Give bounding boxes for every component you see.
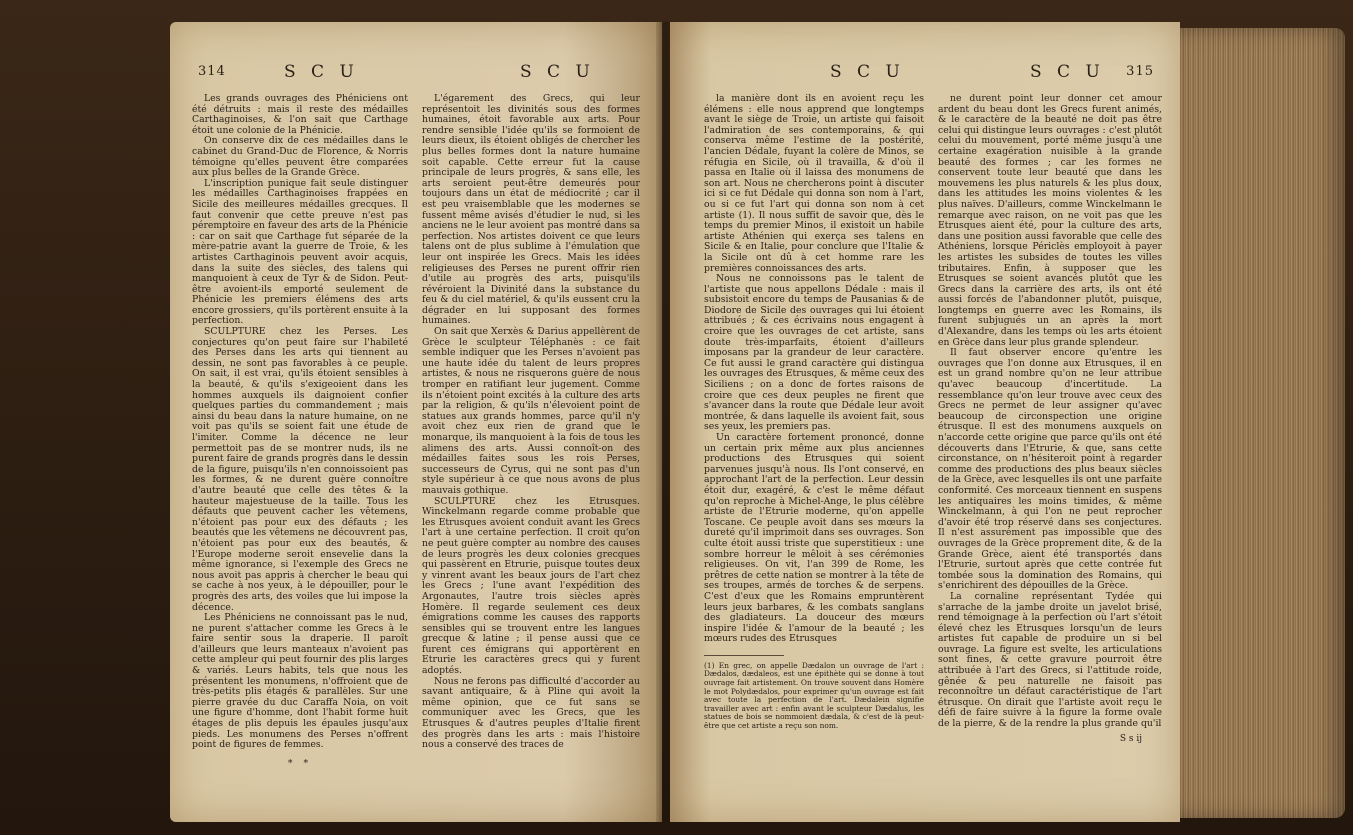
right-column-2 [938,94,1162,744]
paragraph: On sait que Xerxès & Darius appellèrent de Grèce le sculpteur Téléphanès : ce fait semble indiquer que les Perses n'avoient pas une haute idée du talent de leurs propres artistes, & nous ne risquerons guère de nous tromper en ratifiant leur jugement. Comme ils n'étoient point excités à la culture des arts par la religion, & qu'ils n'élevoient point de statues aux grands hommes, parce qu'il n'y avoit chez eux rien de grand que le monarque, ils manquoient à la fois de tous les alimens des arts. Aussi connoît-on des médailles faites sous les rois Perses, successeurs de Cyrus, qui ne sont pas d'un style supérieur à ce que nous avons de plus mauvais gothique. [422,326,640,496]
book-page-edges [1180,28,1345,818]
right-running-title-2: S C U [1030,62,1105,82]
left-running-title: S C U [284,62,359,82]
right-running-head [690,62,1160,90]
right-column-1 [704,94,924,731]
paragraph: SCULPTURE chez les Perses. Les conjectures qu'on peut faire sur l'habileté des Perses dans les arts qui tiennent au dessin, ne sont pas favorables à ce peuple. On sait, il est vrai, qu'ils étoient sensibles à la beauté, & qu'ils s'exigeoient dans les hommes auxquels ils daignoient confier quelques parties du commandement ; mais ainsi du beau dans la nature humaine, on ne voit pas qu'ils se soient fait une étude de l'imiter. Comme la décence ne leur permettoit pas de se montrer nuds, ils ne purent faire de grands progrès dans le dessin de la figure, puisqu'ils n'en connoissoient pas les formes, & ne durent guère connoître d'autre beauté que celle des têtes & la hauteur majestueuse de la taille. Tous les défauts que peuvent cacher les vêtemens, n'étoient pas pour eux des défauts ; les beautés que les vêtemens ne découvrent pas, n'étoient pas pour eux des beautés, & l'Europe moderne seroit ensevelie dans la même ignorance, si l'exemple des Grecs ne nous avoit pas appris à chercher le beau qui se cache à nos yeux, à le dépouiller, pour le progrès des arts, des voiles que lui impose la décence. [192,326,408,613]
footnote: (1) En grec, on appelle Dædalon un ouvrage de l'art : Dædalos, dædaleos, est une épithète qui se donne à tout ouvrage fait artistement. On trouve souvent dans Homère le mot Polydædalos, pour exprimer qu'un ouvrage est fait avec toute la perfection de l'art. Dædalein signifie travailler avec art : enfin avant le sculpteur Dædalus, les statues de bois se nommoient dædala, & c'est de là peut-être que cet artiste a reçu son nom. [704,660,924,731]
right-page-number: 315 [1126,64,1154,79]
left-page [170,22,662,822]
paragraph: Un caractère fortement prononcé, donne un certain prix même aux plus anciennes productions des Etrusques qui soient parvenues jusqu'à nous. Ils l'ont conservé, en approchant l'art de la perfection. Leur dessin étoit dur, exagéré, & c'est le même défaut qu'on reproche à Michel-Ange, le plus célèbre artiste de l'Etrurie moderne, qu'on appelle Toscane. Ce peuple avoit dans ses mœurs la dureté qu'il imprimoit dans ses ouvrages. Son culte étoit aussi triste que superstitieux : une sombre horreur le mêloit à ses cérémonies religieuses. On vit, l'an 399 de Rome, les prêtres de cette nation se montrer à la tête de ses troupes, armés de torches & de serpens. C'est d'eux que les Romains empruntèrent leurs jeux barbares, & les combats sanglans des gladiateurs. La douceur des mœurs inspire l'idée & l'amour de la beauté ; les mœurs rudes des Etrusques [704,432,924,645]
paragraph: On conserve dix de ces médailles dans le cabinet du Grand-Duc de Florence, & Norris témoigne qu'elles peuvent être comparées aux plus belles de la Grande Grèce. [192,135,408,179]
right-running-title: S C U [830,62,905,82]
left-page-number: 314 [198,64,226,79]
left-column-2 [422,94,640,751]
paragraph: la manière dont ils en avoient reçu les élémens : elle nous apprend que longtemps avant le siège de Troie, un artiste qui faisoit l'admiration de ses contemporains, & qui conserva même l'estime de la postérité, l'ancien Dédale, fuyant la colère de Minos, se réfugia en Sicile, où il travailla, & d'où il passa en Italie où il laissa des monumens de son art. Nous ne chercherons point à discuter ici si ce fut Dédale qui donna son nom à l'art, ou si ce fut l'art qui donna son nom à cet artiste (1). Il nous suffit de savoir que, dès le temps du premier Minos, il existoit un habile artiste Athénien qui exerça ses talens en Sicile & en Italie, pour conclure que l'Italie & la Sicile ont dû à cet homme rare les premières connoissances des arts. [704,93,924,274]
section-ornament: * * [287,757,313,769]
paragraph: Les grands ouvrages des Phéniciens ont été détruits : mais il reste des médailles Carthaginoises, & l'on sait que Carthage étoit une colonie de la Phénicie. [192,93,408,136]
paragraph: L'égarement des Grecs, qui leur représentoit les divinités sous des formes humaines, étoit favorable aux arts. Pour rendre sensible l'idée qu'ils se formoient de leurs dieux, ils étoient obligés de chercher les plus belles formes dont la nature humaine soit capable. Cette erreur fut la cause principale de leurs progrès, & sans elle, les arts seroient peut-être demeurés pour toujours dans un état de médiocrité ; car il est peu vraisemblable que les modernes se fussent même avisés d'étudier le nud, si les anciens ne le leur avoient pas montré dans sa perfection. Nos artistes doivent ce que leurs talens ont de plus sublime à l'émulation que leur ont inspirée les Grecs. Mais les idées religieuses des Perses ne purent offrir rien d'utile au progrès des arts, puisqu'ils révéroient la Divinité dans la substance du feu & du ciel matériel, & qu'ils eussent cru la dégrader en lui supposant des formes humaines. [422,93,640,327]
footnote-rule [704,655,784,656]
paragraph: ne durent point leur donner cet amour ardent du beau dont les Grecs furent animés, & le caractère de la beauté ne doit pas être celui qui distingue leurs ouvrages : c'est plutôt celui du mouvement, porté même jusqu'à une certaine exagération nuisible à la grande beauté des formes ; car les formes ne conservent toute leur beauté que dans les mouvemens les plus naturels & les plus doux, dans les attitudes les moins violentes & les plus naïves. D'ailleurs, comme Winckelmann le remarque avec raison, on ne voit pas que les Etrusques aient été, pour la culture des arts, dans une position aussi favorable que celle des Athéniens, lorsque Périclès employoit à payer les artistes les subsides de toutes les villes tributaires. Enfin, à supposer que les Etrusques se soient avancés plutôt que les Grecs dans la carrière des arts, ils ont été aussi forcés de l'abandonner plutôt, puisque, longtemps en guerre avec les Romains, ils furent subjugués un an après la mort d'Alexandre, dans les temps où les arts étoient en Grèce dans leur plus grande splendeur. [938,93,1162,348]
paragraph: L'inscription punique fait seule distinguer les médailles Carthaginoises frappées en Sicile des meilleures médailles grecques. Il faut convenir que cette preuve n'est pas péremptoire en faveur des arts de la Phénicie : car on sait que Carthage fut séparée de la mère-patrie avant la guerre de Troie, & les artistes Carthaginois peuvent avoir acquis, dans la suite des siècles, des talens qui manquoient à ceux de Tyr & de Sidon. Peut-être avoient-ils emporté seulement de Phénicie les premiers élémens des arts encore grossiers, qu'ils portèrent ensuite à la perfection. [192,177,408,327]
paragraph: La cornaline représentant Tydée qui s'arrache de la jambe droite un javelot brisé, rend témoignage à la perfection où l'art s'étoit élevé chez les Etrusques lorsqu'un de leurs artistes fut capable de produire un si bel ouvrage. La figure est svelte, les articulations sont fines, & cette gravure pourroit être attribuée à l'art des Grecs, si l'attitude roide, gênée & peu naturelle ne faisoit pas reconnoître un défaut caractéristique de l'art étrusque. On dirait que l'artiste avoit reçu le défi de faire suivre à la figure la forme ovale de la pierre, & de la rendre la plus grande qu'il [938,590,1162,730]
paragraph: Il faut observer encore qu'entre les ouvrages que l'on donne aux Etrusques, il en est un grand nombre qu'on ne leur attribue qu'avec beaucoup d'incertitude. La ressemblance qu'on leur trouve avec ceux des Grecs ne permet de leur assigner qu'avec beaucoup de circonspection une origine étrusque. Il est des monumens auxquels on n'accorde cette origine que parce qu'ils ont été découverts dans l'Etrurie, & que, sans cette circonstance, on n'hésiteroit point à regarder comme des productions des plus beaux siècles de la Grèce, avec lesquelles ils ont une parfaite conformité. Ces morceaux tiennent en suspens les antiquaires les moins timides, & même Winckelmann, à qui l'on ne peut reprocher d'avoir été trop réservé dans ses conjectures. Il n'est assurément pas impossible que des ouvrages de la Grèce proprement dite, & de la Grande Grèce, aient été transportés dans l'Etrurie, surtout après que cette contrée fut tombée sous la domination des Romains, qui s'enrichirent des dépouilles de la Grèce. [938,347,1162,592]
left-running-head [190,62,642,90]
paragraph: Nous ne connoissons pas le talent de l'artiste que nous appellons Dédale : mais il subsistoit encore du temps de Pausanias & de Diodore de Sicile des ouvrages qui lui étoient attribués ; & ces écrivains nous engagent à croire que les ouvrages de cet artiste, sans doute très-imparfaits, étoient d'ailleurs imposans par la grandeur de leur caractère. Ce fut aussi le grand caractère qui distingua les ouvrages des Etrusques, & même ceux des Siciliens ; on a donc de fortes raisons de croire que ces deux peuples ne firent que s'avancer dans la route que Dédale leur avoit montrée, & dans laquelle ils avoient fait, sous ses yeux, les premiers pas. [704,273,924,433]
paragraph: SCULPTURE chez les Etrusques. Winckelmann regarde comme probable que les Etrusques avoient conduit avant les Grecs l'art à une certaine perfection. Il croit qu'on ne peut guère compter au nombre des causes de leurs progrès les deux colonies grecques qui passèrent en Etrurie, puisque toutes deux y vinrent avant les beaux jours de l'art chez les Grecs ; l'une avant l'expédition des Argonautes, l'autre trois siècles après Homère. Il regarde seulement ces deux émigrations comme les causes des rapports sensibles qui se trouvent entre les langues grecque & latine ; il pense aussi que ce furent ces émigrans qui apportèrent en Etrurie les caractères grecs qui y furent adoptés. [422,495,640,677]
paragraph: Les Phéniciens ne connoissant pas le nud, ne purent s'attacher comme les Grecs à le faire sentir sous la draperie. Il paroît d'ailleurs que leurs manteaux n'avoient pas cette ampleur qui peut fournir des plis larges & variés. Leurs habits, tels que nous les présentent les monumens, n'offroient que de très-petits plis étagés & parallèles. Sur une pierre gravée du duc Caraffa Noia, on voit une figure d'homme, dont l'habit forme huit étages de plis depuis les épaules jusqu'aux pieds. Les monumens des Perses n'offrent point de figures de femmes. [192,612,408,751]
paragraph: Nous ne ferons pas difficulté d'accorder au savant antiquaire, & à Pline qui avoit la même opinion, que ce fut sans se communiquer avec les Grecs, que les Etrusques & d'autres peuples d'Italie firent des progrès dans les arts : mais l'histoire nous a conservé des traces de [422,675,640,751]
left-running-title-2: S C U [520,62,595,82]
right-page [670,22,1180,822]
signature-mark: S s ij [1119,733,1142,744]
open-book [170,22,1350,822]
left-column-1 [192,94,408,769]
